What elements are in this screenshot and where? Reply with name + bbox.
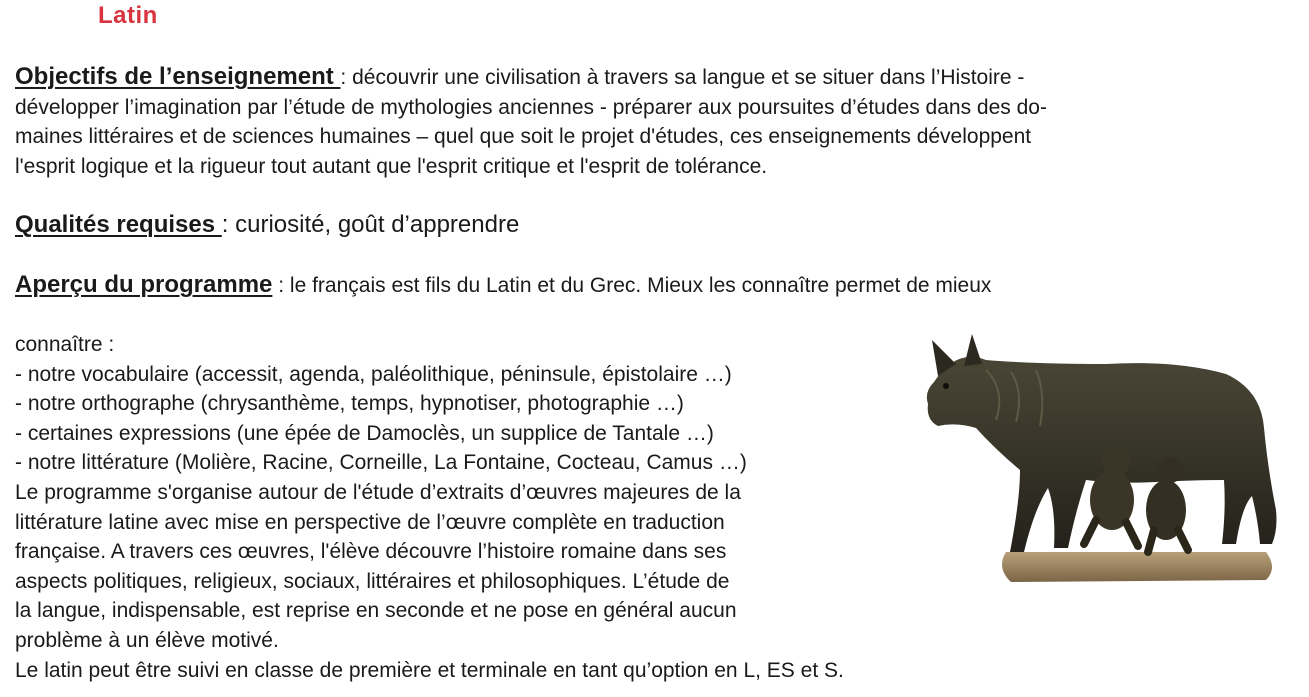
programme-line: problème à un élève motivé. bbox=[15, 628, 279, 652]
programme-line: - certaines expressions (une épée de Damoclès, un supplice de Tantale …) bbox=[15, 421, 714, 445]
qualites-section bbox=[15, 210, 519, 240]
programme-line: Le latin peut être suivi en classe de première et terminale en tant qu’option en L, ES et S. bbox=[15, 658, 844, 682]
apercu-first-line: le français est fils du Latin et du Grec. Mieux les connaître permet de mieux bbox=[289, 274, 992, 297]
programme-line: aspects politiques, religieux, sociaux, littéraires et philosophiques. L’étude de bbox=[15, 569, 730, 593]
capitoline-wolf-statue-icon bbox=[916, 330, 1284, 585]
objectifs-heading: Objectifs de l’enseignement bbox=[15, 63, 341, 90]
programme-line: la langue, indispensable, est reprise en seconde et ne pose en général aucun bbox=[15, 599, 737, 623]
programme-line: française. A travers ces œuvres, l'élève découvre l’histoire romaine dans ses bbox=[15, 540, 727, 564]
objectifs-line: l'esprit logique et la rigueur tout autant que l'esprit critique et l'esprit de tolérance. bbox=[15, 154, 768, 178]
programme-line: - notre vocabulaire (accessit, agenda, paléolithique, péninsule, épistolaire …) bbox=[15, 362, 732, 386]
apercu-section bbox=[15, 270, 991, 301]
programme-line: Le programme s'organise autour de l'étude d’extraits d’œuvres majeures de la bbox=[15, 480, 741, 504]
programme-line: - notre orthographe (chrysanthème, temps, hypnotiser, photographie …) bbox=[15, 392, 684, 416]
page-title: Latin bbox=[98, 2, 158, 29]
programme-line: littérature latine avec mise en perspective de l’œuvre complète en traduction bbox=[15, 510, 725, 534]
qualites-value: curiosité, goût d’apprendre bbox=[235, 211, 520, 238]
objectifs-line: maines littéraires et de sciences humaines – quel que soit le projet d'études, ces enseignements développent bbox=[15, 125, 1032, 149]
apercu-separator: : bbox=[272, 274, 290, 297]
programme-line: connaître : bbox=[15, 333, 115, 356]
apercu-heading: Aperçu du programme bbox=[15, 271, 273, 298]
objectifs-line: développer l’imagination par l’étude de mythologies anciennes - préparer aux poursuites d’études dans des do- bbox=[15, 95, 1047, 119]
programme-line: - notre littérature (Molière, Racine, Corneille, La Fontaine, Cocteau, Camus …) bbox=[15, 451, 747, 475]
objectifs-line: découvrir une civilisation à travers sa langue et se situer dans l’Histoire - bbox=[352, 66, 1025, 89]
programme-body bbox=[15, 330, 844, 685]
qualites-heading: Qualités requises bbox=[15, 211, 222, 238]
objectifs-section bbox=[15, 62, 1047, 181]
objectifs-separator: : bbox=[340, 66, 353, 89]
qualites-separator: : bbox=[221, 211, 236, 238]
